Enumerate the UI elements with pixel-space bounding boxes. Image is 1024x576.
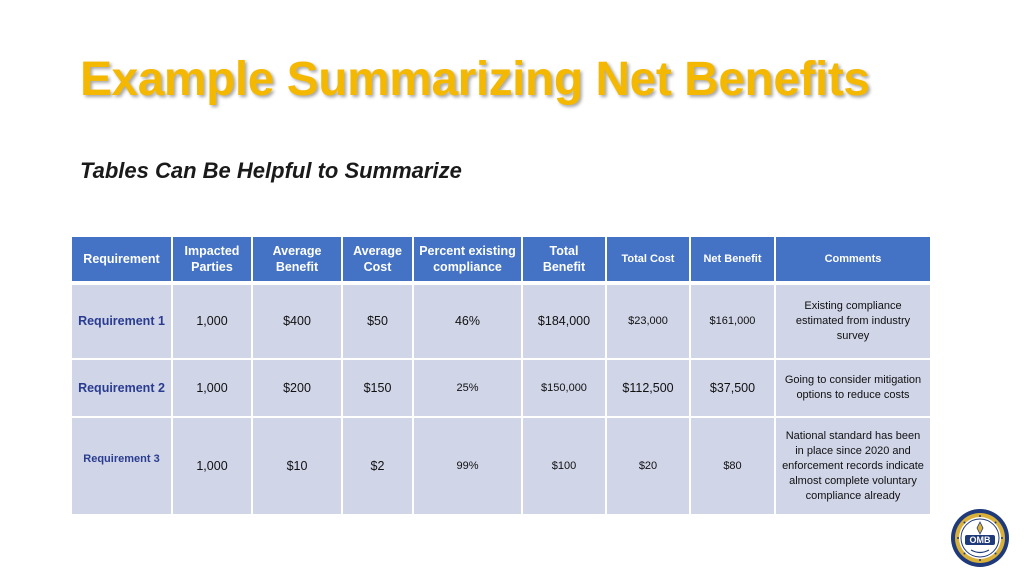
cell-percent-compliance: 99% (413, 417, 522, 515)
cell-total-cost: $23,000 (606, 283, 690, 359)
cell-net-benefit: $37,500 (690, 359, 775, 417)
table-header-row (71, 236, 931, 283)
cell-total-benefit: $150,000 (522, 359, 606, 417)
cell-total-cost: $20 (606, 417, 690, 515)
cell-impacted-parties: 1,000 (172, 359, 252, 417)
cell-total-benefit: $184,000 (522, 283, 606, 359)
omb-seal-icon (950, 508, 1010, 568)
header-requirement: Requirement (71, 236, 172, 283)
cell-comments: Going to consider mitigation options to reduce costs (775, 359, 931, 417)
cell-comments: Existing compliance estimated from industry survey (775, 283, 931, 359)
cell-percent-compliance: 25% (413, 359, 522, 417)
cell-impacted-parties: 1,000 (172, 283, 252, 359)
row-requirement-label: Requirement 2 (71, 359, 172, 417)
net-benefits-table (70, 235, 932, 516)
cell-total-benefit: $100 (522, 417, 606, 515)
table-row (71, 359, 931, 417)
header-net-benefit: Net Benefit (690, 236, 775, 283)
header-total-benefit: Total Benefit (522, 236, 606, 283)
cell-average-cost: $50 (342, 283, 413, 359)
page-subtitle: Tables Can Be Helpful to Summarize (80, 158, 462, 183)
header-average-cost: Average Cost (342, 236, 413, 283)
table-row (71, 417, 931, 515)
cell-total-cost: $112,500 (606, 359, 690, 417)
row-requirement-label: Requirement 3 (71, 417, 172, 515)
header-average-benefit: Average Benefit (252, 236, 342, 283)
header-total-cost: Total Cost (606, 236, 690, 283)
table-row (71, 283, 931, 359)
cell-average-benefit: $200 (252, 359, 342, 417)
cell-average-benefit: $10 (252, 417, 342, 515)
logo-text: OMB (969, 535, 991, 545)
cell-net-benefit: $161,000 (690, 283, 775, 359)
cell-percent-compliance: 46% (413, 283, 522, 359)
row-requirement-label: Requirement 1 (71, 283, 172, 359)
cell-impacted-parties: 1,000 (172, 417, 252, 515)
cell-comments: National standard has been in place since 2020 and enforcement records indicate almost complete voluntary compliance already (775, 417, 931, 515)
header-comments: Comments (775, 236, 931, 283)
omb-seal-graphic (950, 508, 1010, 568)
page-title: Example Summarizing Net Benefits (80, 53, 870, 106)
header-impacted-parties: Impacted Parties (172, 236, 252, 283)
cell-average-cost: $150 (342, 359, 413, 417)
cell-net-benefit: $80 (690, 417, 775, 515)
header-percent-existing-compliance: Percent existing compliance (413, 236, 522, 283)
cell-average-benefit: $400 (252, 283, 342, 359)
cell-average-cost: $2 (342, 417, 413, 515)
